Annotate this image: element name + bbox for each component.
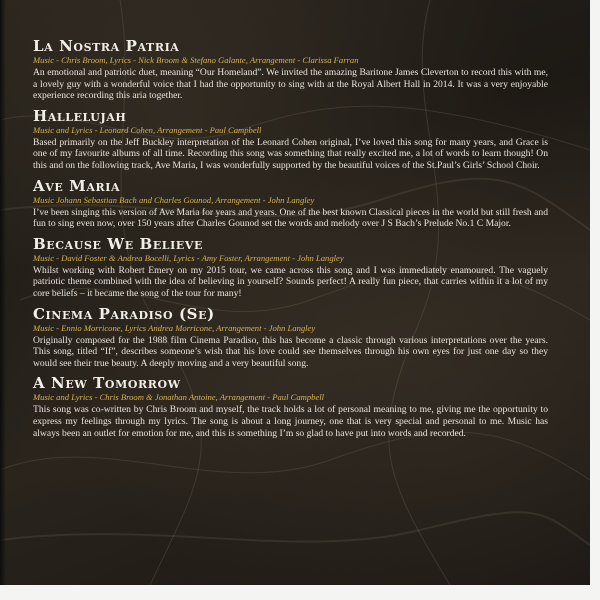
track-section xyxy=(33,108,548,172)
track-credits: Music - Ennio Morricone, Lyrics Andrea Morricone, Arrangement - John Langley xyxy=(33,322,316,333)
track-description: An emotional and patriotic duet, meaning “Our Homeland”. We invited the amazing Baritone James Cleverton to record this with me, a lovely guy with a wonderful voice that I had the opportunity to sing with at the Royal Albert Hall in 2014. It was a very enjoyable experience recording this aria together. xyxy=(33,67,548,102)
track-title: La Nostra Patria xyxy=(33,37,180,55)
track-title: Ave Maria xyxy=(33,176,121,195)
track-credits: Music and Lyrics - Chris Broom & Jonathan Antoine, Arrangement - Paul Campbell xyxy=(33,392,325,403)
track-description: This song was co-written by Chris Broom and myself, the track holds a lot of personal meaning to me, giving me the opportunity to express my feelings through my lyrics. The song is about a long journey, one that is very special and personal to me. Music has always been an outlet for emotion for me, and this is something I’m so glad to have put into words and recorded. xyxy=(33,404,548,439)
track-section xyxy=(33,306,548,370)
track-section xyxy=(33,236,548,300)
track-notes xyxy=(33,38,548,445)
page-edge-shadow xyxy=(0,0,6,585)
track-credits: Music Johann Sebastian Bach and Charles Gounod, Arrangement - John Langley xyxy=(33,194,315,205)
track-title: Hallelujah xyxy=(33,106,127,125)
track-title: Because We Believe xyxy=(33,234,203,253)
track-description: I’ve been singing this version of Ave Maria for years and years. One of the best known Classical pieces in the world but still fresh and fun to sing even now, over 150 years after Charles Gounod set the words and melody over J S Bach’s Prelude No.1 C Major. xyxy=(33,206,548,230)
track-credits: Music - Chris Broom, Lyrics - Nick Broom & Stefano Galante, Arrangement - Clarissa Farran xyxy=(33,55,359,65)
track-description: Based primarily on the Jeff Buckley interpretation of the Leonard Cohen original, I’ve loved this song for many years, and Grace is one of my favourite albums of all time. Recording this song was something that really excited me, a lot of words to learn though! On this and on the following track, Ave Maria, I was wonderfully supported by the beautiful voices of the St.Paul’s Girls’ School Choir. xyxy=(33,136,548,171)
track-title: Cinema Paradiso (Se) xyxy=(33,304,215,323)
track-credits: Music - David Foster & Andrea Bocelli, Lyrics - Amy Foster, Arrangement - John Langley xyxy=(33,252,344,263)
track-section xyxy=(33,375,548,439)
track-description: Whilst working with Robert Emery on my 2015 tour, we came across this song and I was immediately enamoured. The vaguely patriotic theme combined with the idea of believing in yourself? Sounds perfect! A really fun piece, that carries within it a lot of my core beliefs – it became the song of the tour for many! xyxy=(33,264,548,299)
track-title: A New Tomorrow xyxy=(33,374,181,393)
track-description: Originally composed for the 1988 film Cinema Paradiso, this has become a classic through various interpretations over the years. This song, titled “If”, describes someone’s wish that his love could see themselves through his own eyes for just one day so they would see their true beauty. A deeply moving and a very beautiful song. xyxy=(33,334,548,369)
track-credits: Music and Lyrics - Leonard Cohen, Arrangement - Paul Campbell xyxy=(33,124,262,135)
track-section xyxy=(33,38,548,102)
track-section xyxy=(33,178,548,230)
